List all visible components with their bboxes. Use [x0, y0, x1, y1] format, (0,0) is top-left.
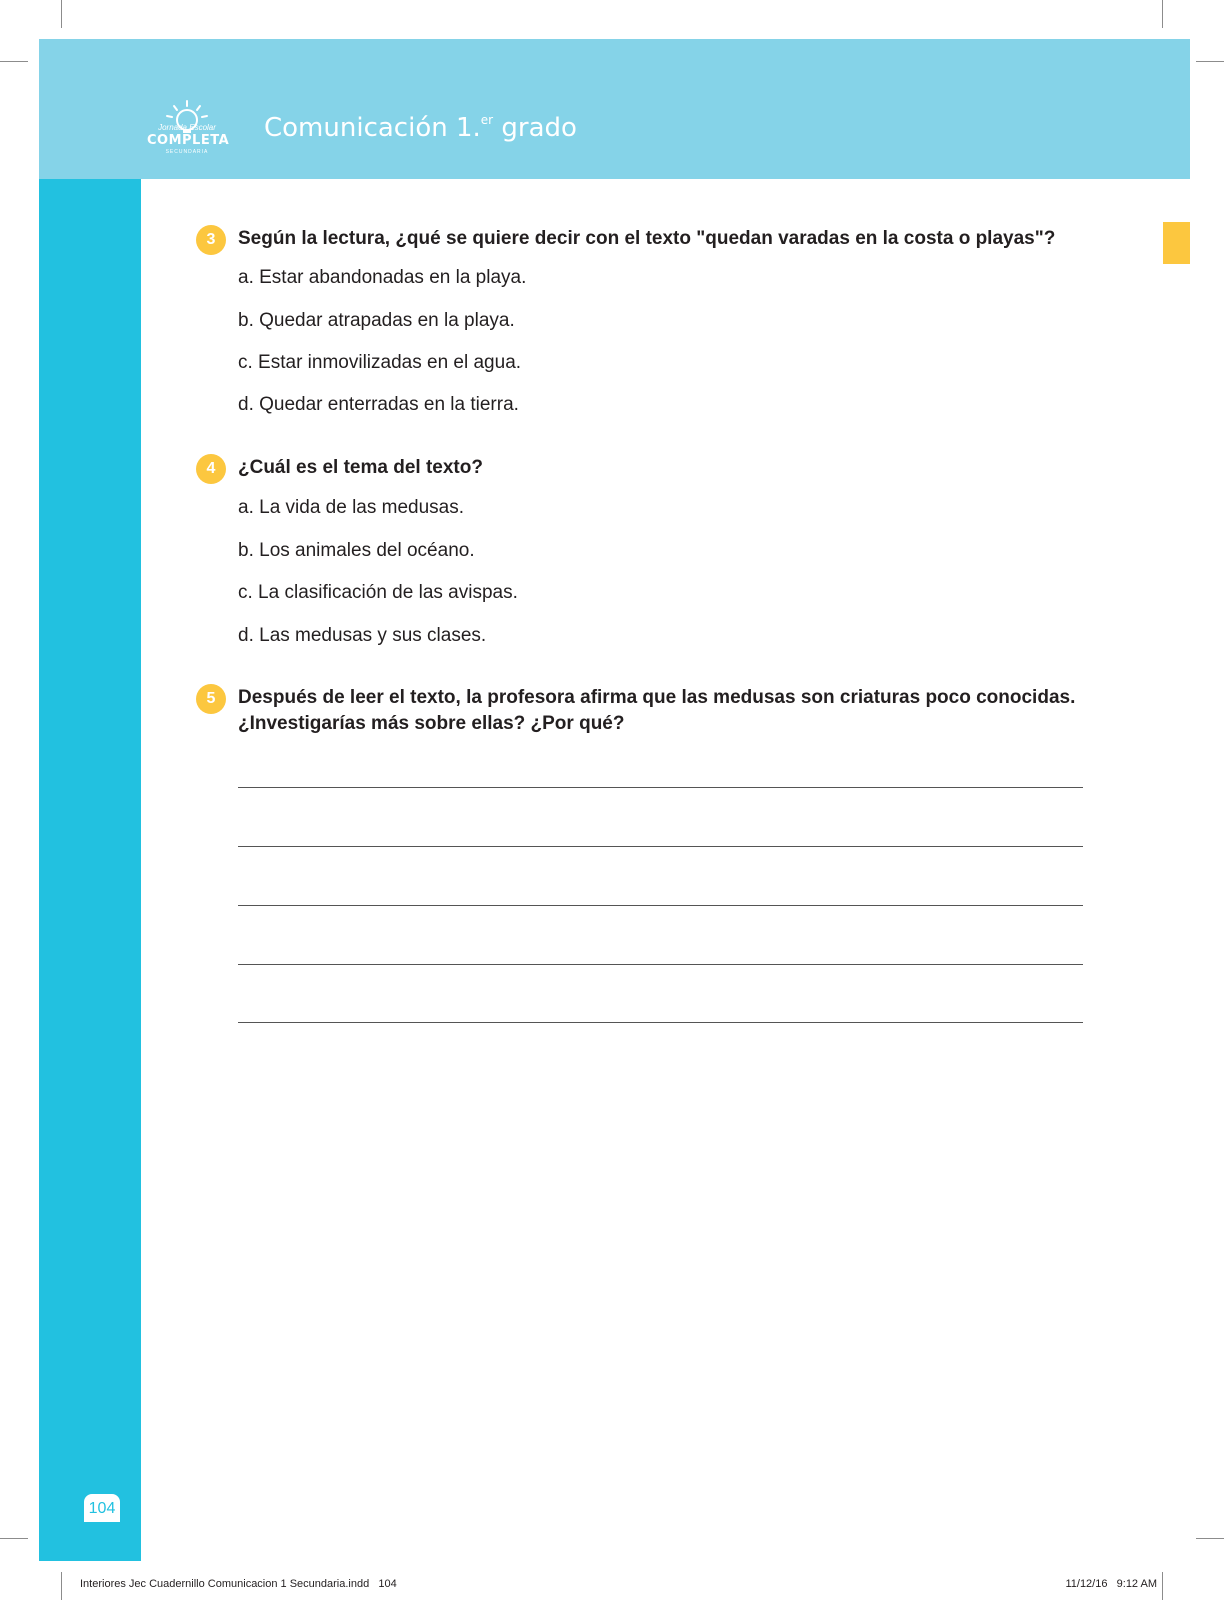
- crop-mark: [61, 0, 62, 28]
- answer-option: b. Quedar atrapadas en la playa.: [238, 310, 515, 331]
- question-number-badge: 4: [196, 454, 226, 484]
- crop-mark: [0, 61, 28, 62]
- answer-option: a. Estar abandonadas en la playa.: [238, 267, 527, 288]
- question-text: Según la lectura, ¿qué se quiere decir con el texto "quedan varadas en la costa o playas"?: [238, 228, 1056, 249]
- page-header: [39, 39, 1190, 179]
- crop-mark: [1196, 61, 1224, 62]
- sidebar-band: [39, 179, 141, 1561]
- crop-mark: [1162, 1572, 1163, 1600]
- footer-timestamp: 11/12/16 9:12 AM: [1065, 1578, 1157, 1590]
- jec-logo: [147, 99, 230, 159]
- answer-option: c. Estar inmovilizadas en el agua.: [238, 352, 522, 373]
- page-title: [264, 113, 577, 143]
- crop-mark: [61, 1572, 62, 1600]
- question-text: ¿Cuál es el tema del texto?: [238, 457, 483, 478]
- answer-line[interactable]: [238, 905, 1083, 906]
- title-end: grado: [493, 113, 577, 143]
- page-number: 104: [84, 1494, 120, 1522]
- question-text: Después de leer el texto, la profesora afirma que las medusas son criaturas poco conocidas. ¿Investigarías más sobre ellas? ¿Por qué?: [238, 687, 1076, 734]
- question-number-badge: 5: [196, 684, 226, 714]
- answer-option: b. Los animales del océano.: [238, 540, 475, 561]
- footer-file-info: Interiores Jec Cuadernillo Comunicacion 1 Secundaria.indd 104: [80, 1578, 397, 1590]
- crop-mark: [0, 1538, 28, 1539]
- question-number-badge: 3: [196, 225, 226, 255]
- crop-mark: [1162, 0, 1163, 28]
- logo-word: COMPLETA: [147, 133, 230, 148]
- title-superscript: er: [480, 113, 494, 127]
- answer-line[interactable]: [238, 787, 1083, 788]
- title-main: Comunicación 1.: [264, 113, 481, 143]
- answer-option: d. Quedar enterradas en la tierra.: [238, 394, 519, 415]
- answer-option: a. La vida de las medusas.: [238, 497, 465, 518]
- answer-line[interactable]: [238, 1022, 1083, 1023]
- answer-option: c. La clasificación de las avispas.: [238, 582, 518, 603]
- answer-line[interactable]: [238, 846, 1083, 847]
- answer-line[interactable]: [238, 964, 1083, 965]
- logo-subtitle: SECUNDARIA: [165, 149, 209, 155]
- section-tab: [1163, 222, 1190, 264]
- logo-top-text: Jornada Escolar: [158, 123, 216, 132]
- answer-option: d. Las medusas y sus clases.: [238, 625, 487, 646]
- crop-mark: [1196, 1538, 1224, 1539]
